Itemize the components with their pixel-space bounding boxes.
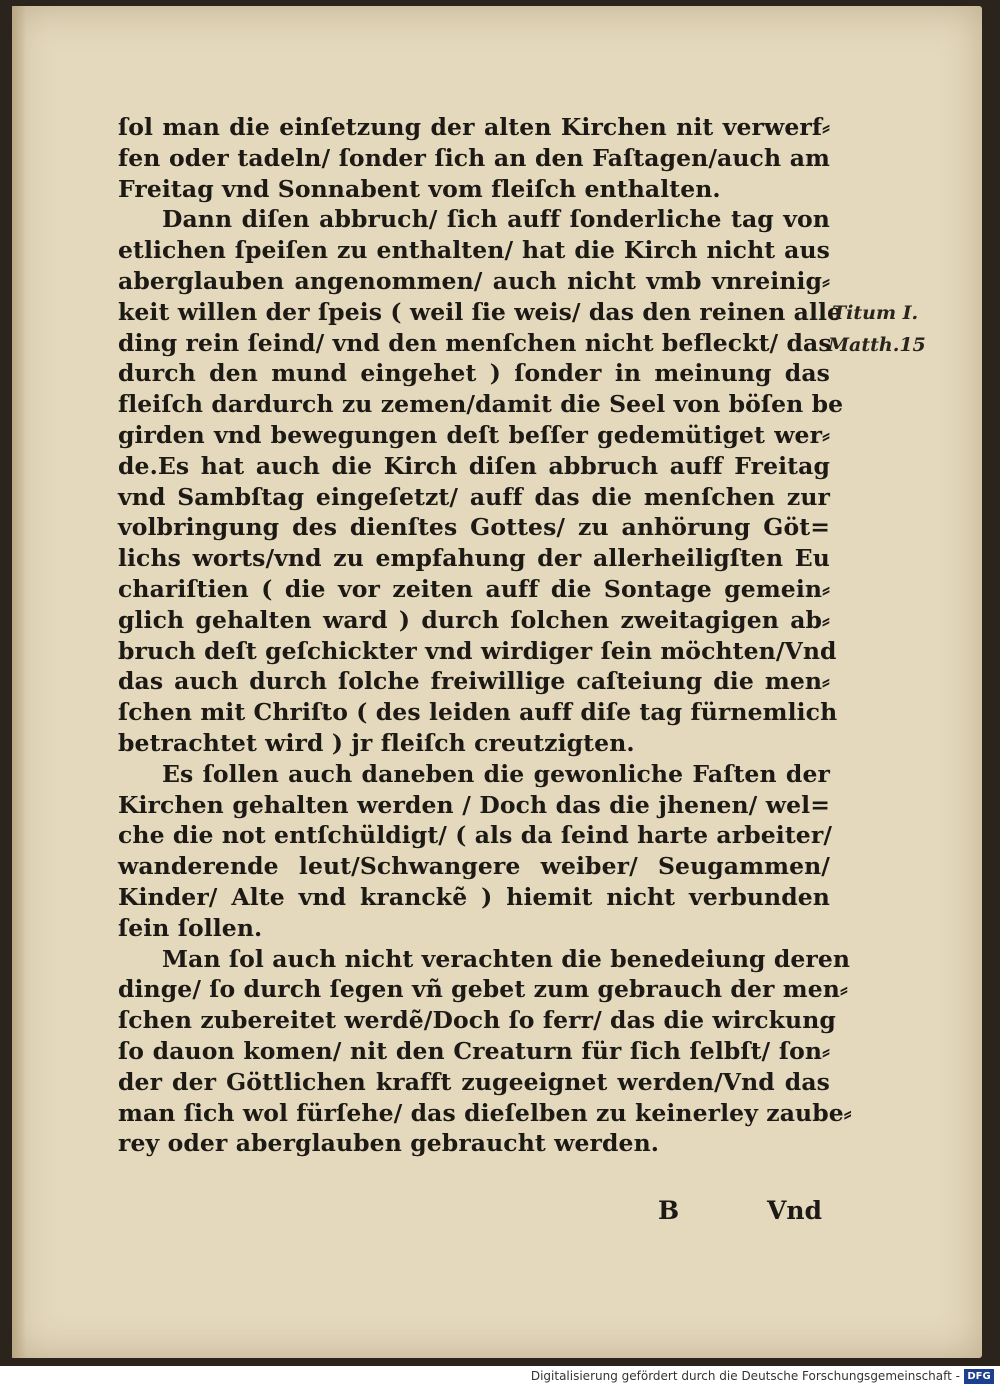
page-foot-marks: [118, 1196, 830, 1230]
text-line: ſchen mit Chriſto ( des leiden auff diſe tag fürnemlich: [118, 698, 838, 727]
text-line: Man ſol auch nicht verachten die benedeiung deren: [162, 944, 851, 973]
text-line: fen oder tadeln/ ſonder ſich an den Faſtagen/auch am: [118, 143, 830, 172]
text-line: ſchen zubereitet werdẽ/Doch ſo ferr/ das die wirckung: [118, 1006, 836, 1035]
text-line: fleiſch dardurch zu zemen/damit die Seel von böſen be: [118, 390, 844, 419]
text-line: Freitag vnd Sonnabent vom fleiſch enthalten.: [118, 174, 721, 203]
text-line: de.Es hat auch die Kirch diſen abbruch auff Freitag: [118, 451, 830, 480]
text-line: der der Göttlichen krafft zugeeignet werden/Vnd das: [118, 1067, 830, 1096]
text-line: Kinder/ Alte vnd kranckẽ ) hiemit nicht verbunden: [118, 882, 830, 911]
text-line: durch den mund eingehet ) ſonder in meinung das: [118, 359, 830, 388]
text-line: ſo dauon komen/ nit den Creaturn für ſich ſelbſt/ ſon⸗: [118, 1036, 830, 1065]
text-line: Es ſollen auch daneben die gewonliche Faſten der: [162, 759, 830, 788]
text-line: ding rein ſeind/ vnd den menſchen nicht befleckt/ das: [118, 328, 832, 357]
text-line: betrachtet wird ) jr fleiſch creutzigten.: [118, 728, 635, 757]
text-line: etlichen ſpeiſen zu enthalten/ hat die Kirch nicht aus: [118, 236, 830, 265]
margin-note-titus: Titum I.: [832, 302, 919, 324]
text-line: bruch deſt geſchickter vnd wirdiger ſein möchten/Vnd: [118, 636, 837, 665]
body-text: [118, 112, 852, 1159]
text-line: Kirchen gehalten werden / Doch das die jhenen/ wel=: [118, 790, 830, 819]
page-gutter-shadow: [12, 6, 26, 1358]
margin-note-matthew: Matth.15: [828, 334, 926, 356]
dfg-logo: DFG: [964, 1369, 994, 1384]
text-line: vnd Sambſtag eingeſetzt/ auff das die menſchen zur: [118, 482, 830, 511]
text-line: rey oder aberglauben gebraucht werden.: [118, 1129, 660, 1158]
text-line: aberglauben angenommen/ auch nicht vmb vnreinig⸗: [118, 266, 830, 295]
text-line: keit willen der ſpeis ( weil ſie weis/ das den reinen alle: [118, 297, 843, 326]
catchword: Vnd: [766, 1196, 822, 1225]
text-line: chariſtien ( die vor zeiten auff die Sontage gemein⸗: [118, 574, 830, 603]
text-line: man ſich wol fürſehe/ das dieſelben zu keinerley zaube⸗: [118, 1098, 852, 1127]
funding-credit: Digitalisierung gefördert durch die Deutsche Forschungsgemeinschaft -: [530, 1369, 960, 1383]
signature-mark: B: [658, 1196, 680, 1225]
text-line: ſein ſollen.: [118, 913, 263, 942]
text-line: volbringung des dienſtes Gottes/ zu anhörung Göt=: [118, 513, 830, 542]
text-line: girden vnd bewegungen deſt beſſer gedemütiget wer⸗: [118, 420, 830, 449]
text-line: Dann diſen abbruch/ ſich auff ſonderliche tag von: [162, 205, 830, 234]
text-line: glich gehalten ward ) durch ſolchen zweitagigen ab⸗: [118, 605, 830, 634]
text-line: dinge/ ſo durch ſegen vñ gebet zum gebrauch der men⸗: [118, 975, 848, 1004]
text-line: das auch durch ſolche freiwillige caſteiung die men⸗: [118, 667, 830, 696]
text-line: wanderende leut/Schwangere weiber/ Seugammen/: [118, 852, 830, 881]
footer-bar: [0, 1366, 1000, 1388]
text-line: ſol man die einſetzung der alten Kirchen nit verwerf⸗: [118, 113, 830, 141]
text-line: lichs worts/vnd zu empfahung der allerheiligſten Eu: [118, 544, 830, 573]
text-line: che die not entſchüldigt/ ( als da ſeind harte arbeiter/: [118, 821, 832, 850]
